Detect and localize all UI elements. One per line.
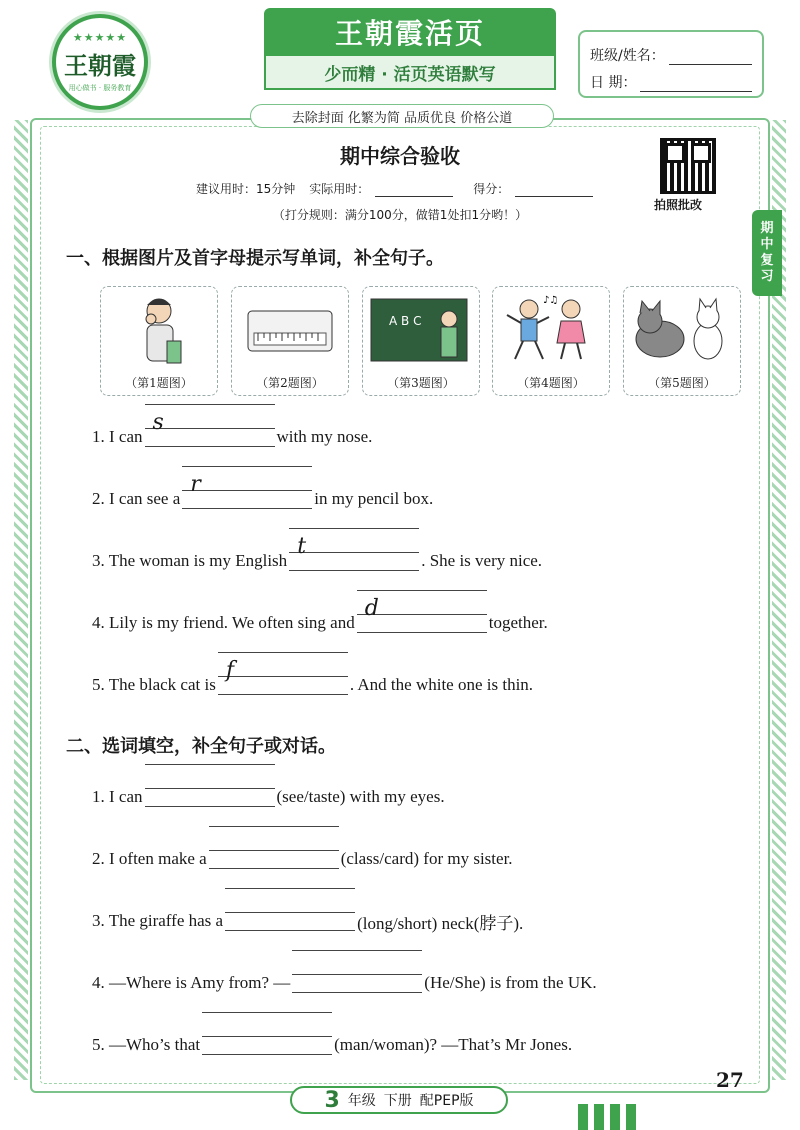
date-label: 日 期： [590, 75, 637, 91]
banner-top [264, 8, 556, 56]
banner-subtitle: 少而精 · 活页英语默写 [324, 64, 496, 85]
s2-answer-blank-4[interactable] [292, 970, 422, 996]
name-row [590, 38, 752, 65]
cats-icon [628, 291, 736, 369]
s1-item-4-after: together. [488, 613, 548, 632]
s2-item-2-before: 2. I often make a [92, 849, 207, 868]
picture-card-4 [492, 286, 610, 396]
s2-answer-blank-3[interactable] [225, 908, 355, 934]
s2-answer-blank-2[interactable] [209, 846, 339, 872]
side-tab-char: 期 [760, 221, 774, 236]
side-tab-midterm-review [752, 210, 782, 296]
kids-dancing-icon [497, 291, 605, 369]
frame-pattern-left [14, 120, 28, 1080]
s2-item-5 [92, 1032, 572, 1058]
s2-item-2-after: (class/card) for my sister. [340, 849, 513, 868]
s1-item-3 [92, 534, 543, 574]
logo-brand-text: 王朝霞 [64, 51, 136, 80]
s2-item-5-before: 5. —Who’s that [92, 1035, 201, 1054]
s1-answer-blank-4[interactable] [357, 596, 487, 636]
picture-caption-3: （第3题图） [387, 376, 455, 390]
s1-item-1-before: 1. I can [92, 427, 143, 446]
s1-hint-letter-5: f [225, 658, 234, 683]
s1-item-5 [92, 658, 534, 698]
qr-code-icon[interactable] [660, 138, 716, 194]
grade-number: 3 [324, 1087, 340, 1113]
picture-card-1 [100, 286, 218, 396]
s1-hint-letter-1: s [152, 410, 164, 435]
scoring-rule: （打分规则：满分100分，做错1处扣1分哟！） [272, 208, 528, 222]
date-field[interactable] [640, 76, 752, 92]
s1-item-3-after: . She is very nice. [421, 551, 543, 570]
s2-answer-blank-5[interactable] [202, 1032, 332, 1058]
s1-hint-letter-3: t [297, 534, 307, 559]
logo-subtext: 用心做书 · 服务教育 [68, 84, 132, 92]
name-label: 班级/姓名： [590, 48, 665, 64]
s2-item-4-before: 4. —Where is Amy from? — [92, 973, 291, 992]
side-tab-char: 中 [760, 237, 774, 252]
footer-bars [578, 1104, 636, 1130]
picture-card-5 [623, 286, 741, 396]
s2-item-1 [92, 784, 445, 810]
s2-item-4 [92, 970, 597, 996]
svg-text:A B C: A B C [389, 314, 422, 328]
s2-item-4-after: (He/She) is from the UK. [424, 973, 597, 992]
suggested-time: 建议用时：15分钟 [196, 182, 296, 196]
grade-label: 年级 [347, 1093, 376, 1109]
section1-title: 一、根据图片及首字母提示写单词，补全句子。 [66, 248, 444, 269]
s1-answer-blank-3[interactable] [289, 534, 419, 574]
name-field[interactable] [669, 49, 752, 65]
banner-bottom [264, 56, 556, 90]
s2-item-3-before: 3. The giraffe has a [92, 911, 224, 930]
picture-caption-5: （第5题图） [648, 376, 716, 390]
svg-text:♪♫: ♪♫ [543, 295, 559, 306]
banner-title: 王朝霞活页 [334, 17, 485, 50]
section2-title: 二、选词填空，补全句子或对话。 [66, 736, 336, 757]
s2-item-5-after: (man/woman)? —That’s Mr Jones. [334, 1035, 573, 1054]
picture-caption-1: （第1题图） [125, 376, 193, 390]
page-title: 期中综合验收 [340, 144, 460, 168]
picture-caption-2: （第2题图） [256, 376, 324, 390]
s1-item-4 [92, 596, 548, 636]
picture-card-2 [231, 286, 349, 396]
s1-item-2-before: 2. I can see a [92, 489, 181, 508]
s1-item-1 [92, 410, 373, 450]
s1-hint-letter-4: d [364, 596, 379, 621]
s1-item-3-before: 3. The woman is my English [92, 551, 288, 570]
side-tab-char: 复 [760, 253, 774, 268]
time-score-line [196, 180, 593, 197]
s1-item-2-after: in my pencil box. [314, 489, 434, 508]
motto-strip: 去除封面 化繁为简 品质优良 价格公道 [250, 104, 554, 128]
s1-answer-blank-2[interactable] [182, 472, 312, 512]
s2-item-3-after: (long/short) neck(脖子). [357, 913, 524, 933]
brand-logo [52, 14, 148, 110]
side-tab-char: 习 [760, 269, 774, 284]
ruler-icon [236, 291, 344, 369]
s2-item-2 [92, 846, 513, 872]
s1-hint-letter-2: r [190, 472, 201, 497]
page-number: 27 [716, 1068, 744, 1092]
teacher-blackboard-icon [367, 291, 475, 369]
edition-label: 配PEP版 [419, 1093, 474, 1109]
qr-label: 拍照批改 [654, 198, 703, 212]
picture-caption-4: （第4题图） [517, 376, 585, 390]
s1-item-4-before: 4. Lily is my friend. We often sing and [92, 613, 355, 632]
score-label: 得分： [473, 182, 510, 196]
date-row [590, 65, 752, 92]
s1-answer-blank-1[interactable] [145, 410, 275, 450]
grade-footer [290, 1086, 508, 1114]
s2-answer-blank-1[interactable] [145, 784, 275, 810]
boy-smelling-icon [105, 291, 213, 369]
s2-item-3 [92, 908, 523, 934]
s1-item-5-before: 5. The black cat is [92, 675, 216, 694]
s1-answer-blank-5[interactable] [218, 658, 348, 698]
s1-item-5-after: . And the white one is thin. [349, 675, 534, 694]
picture-card-3 [362, 286, 480, 396]
actual-time-label: 实际用时： [309, 182, 370, 196]
s2-item-1-after: (see/taste) with my eyes. [276, 787, 445, 806]
term-label: 下册 [383, 1093, 412, 1109]
s2-item-1-before: 1. I can [92, 787, 143, 806]
actual-time-field[interactable] [375, 185, 453, 197]
name-date-box [578, 30, 764, 98]
header-banner [264, 8, 556, 100]
s1-item-1-after: with my nose. [276, 427, 373, 446]
logo-stars-icon: ★★★★★ [72, 31, 128, 44]
s1-item-2 [92, 472, 434, 512]
score-field[interactable] [515, 185, 593, 197]
